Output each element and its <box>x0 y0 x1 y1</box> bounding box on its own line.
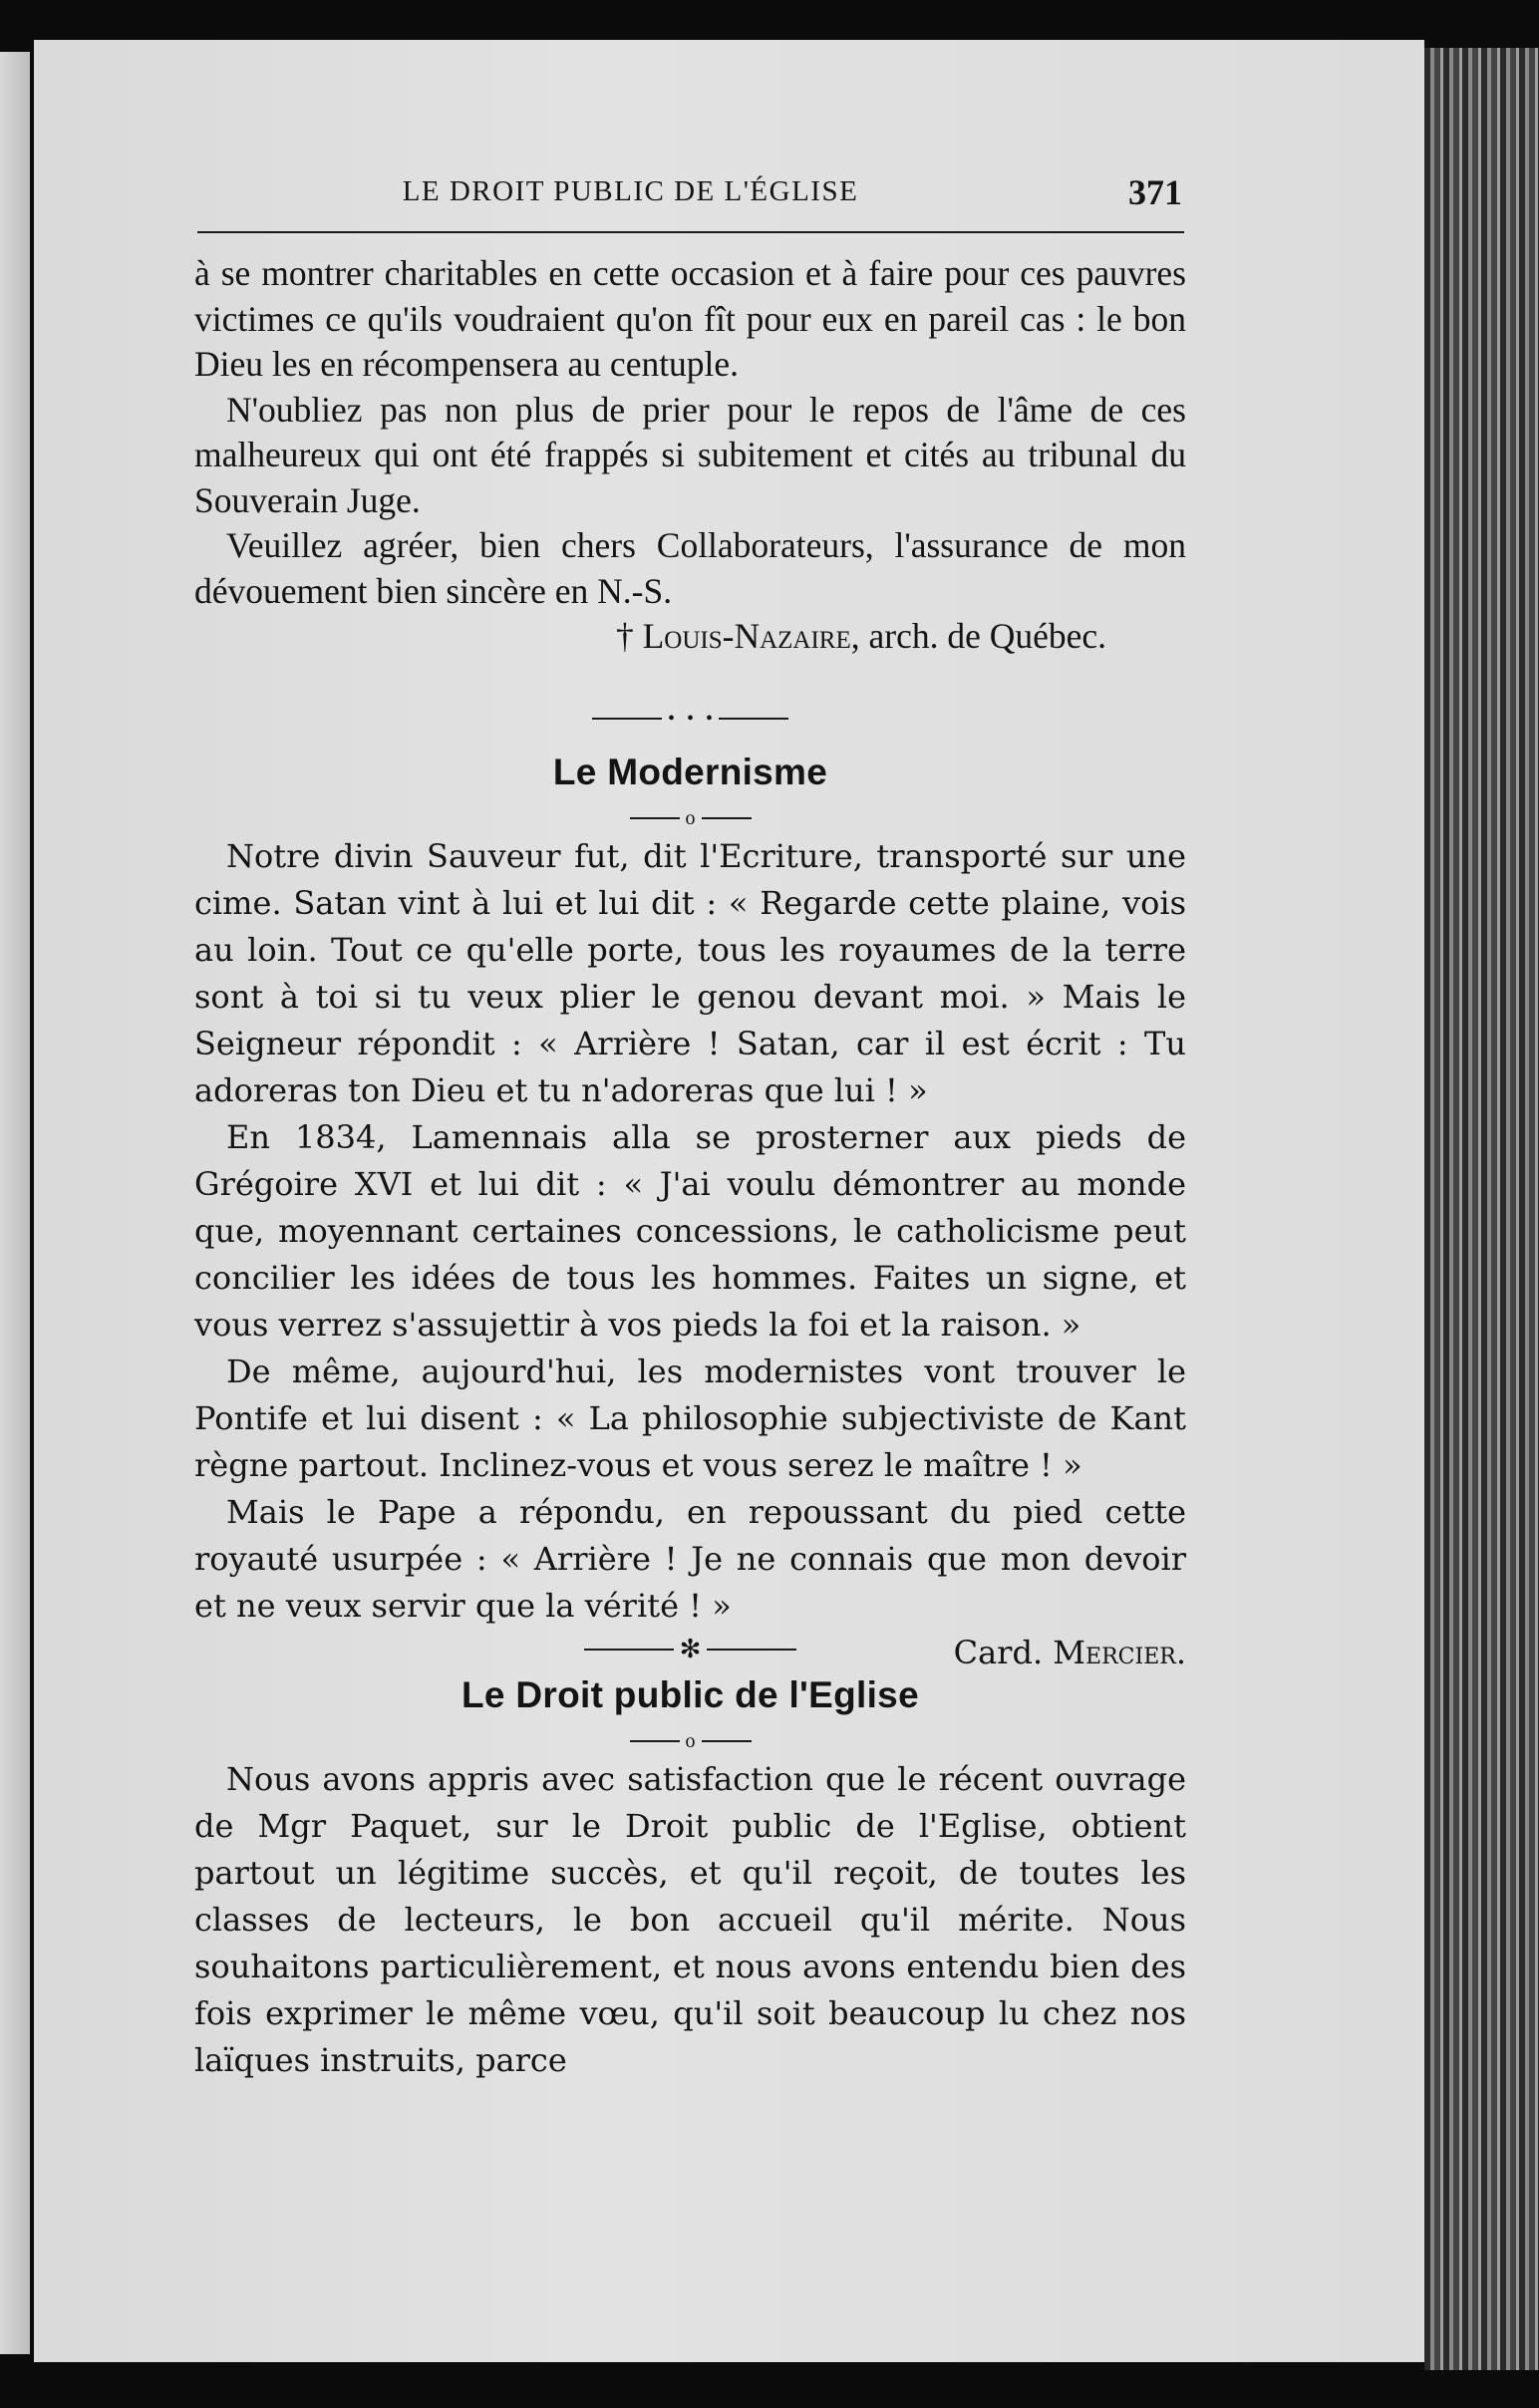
signature-title: , arch. de Québec. <box>850 616 1106 656</box>
section-divider <box>194 704 1186 738</box>
signature-prefix: Card. <box>953 1634 1044 1671</box>
divider-circle: o <box>685 1729 696 1752</box>
signature-name: Louis-Nazaire <box>642 616 851 656</box>
modernisme-body <box>194 833 1186 1676</box>
paragraph: Veuillez agréer, bien chers Collaborateurs, l'assurance de mon dévouement bien sincère en N.-S. <box>194 525 1186 611</box>
signature-name: Mercier. <box>1053 1634 1186 1671</box>
title-divider <box>194 1722 1186 1756</box>
paragraph: Nous avons appris avec satisfaction que le récent ouvrage de Mgr Paquet, sur le Droit public de l'Eglise, obtient partout un légitime succès, et qu'il reçoit, de toutes les classes de lecteurs, le bon accueil qu'il mérite. Nous souhaitons particulièrement, et nous avons entendu bien des fois exprimer le même vœu, qu'il soit beaucoup lu chez nos laïques instruits, parce <box>194 1760 1186 2079</box>
facing-page-edge <box>0 52 30 2354</box>
page-header <box>194 172 1186 225</box>
divider-dot: • <box>706 708 714 731</box>
divider-circle: o <box>685 806 696 829</box>
page-number: 371 <box>1128 172 1182 212</box>
letter-signature <box>194 614 1186 660</box>
section-title: Le Modernisme <box>552 752 828 792</box>
running-title: LE DROIT PUBLIC DE L'ÉGLISE <box>402 175 859 207</box>
fleuron-icon: ✻ <box>679 1635 702 1664</box>
paragraph: En 1834, Lamennais alla se prosterner aux pieds de Grégoire XVI et lui dit : « J'ai voulu démontrer au monde que, moyennant certaines concessions, le catholicisme peut concilier les idées de tous les hommes. Faites un signe, et vous verrez s'assujettir à vos pieds la foi et la raison. » <box>194 1118 1186 1344</box>
droit-public-section <box>194 1666 1186 2084</box>
paragraph: N'oubliez pas non plus de prier pour le repos de l'âme de ces malheureux qui ont été frappés si subitement et cités au tribunal du Souverain Juge. <box>194 389 1186 520</box>
modernisme-section <box>194 744 1186 1676</box>
section-divider <box>194 1635 1186 1668</box>
page-stack-edge <box>1424 48 1539 2370</box>
header-rule <box>197 231 1184 233</box>
paragraph: Notre divin Sauveur fut, dit l'Ecriture, transporté sur une cime. Satan vint à lui et lui dit : « Regarde cette plaine, vois au loin. Tout ce qu'elle porte, tous les royaumes de la terre sont à toi si tu veux plier le genou devant moi. » Mais le Seigneur répondit : « Arrière ! Satan, car il est écrit : Tu adoreras ton Dieu et tu n'adoreras que lui ! » <box>194 837 1186 1109</box>
cross-symbol: † <box>615 616 634 656</box>
letter-section <box>194 251 1186 660</box>
divider-dot: • <box>686 708 694 731</box>
droit-public-body <box>194 1756 1186 2084</box>
paragraph: De même, aujourd'hui, les modernistes vont trouver le Pontife et lui disent : « La philosophie subjectiviste de Kant règne partout. Inclinez-vous et vous serez le maître ! » <box>194 1353 1186 1484</box>
section-title: Le Droit public de l'Eglise <box>462 1674 919 1715</box>
title-divider <box>194 799 1186 833</box>
paragraph: Mais le Pape a répondu, en repoussant du pied cette royauté usurpée : « Arrière ! Je ne connais que mon devoir et ne veux servir que la vérité ! » <box>194 1493 1186 1625</box>
paragraph: à se montrer charitables en cette occasion et à faire pour ces pauvres victimes ce qu'ils voudraient qu'on fît pour eux en pareil cas : le bon Dieu les en récompensera au centuple. <box>194 253 1186 384</box>
divider-dot: • <box>667 708 675 731</box>
